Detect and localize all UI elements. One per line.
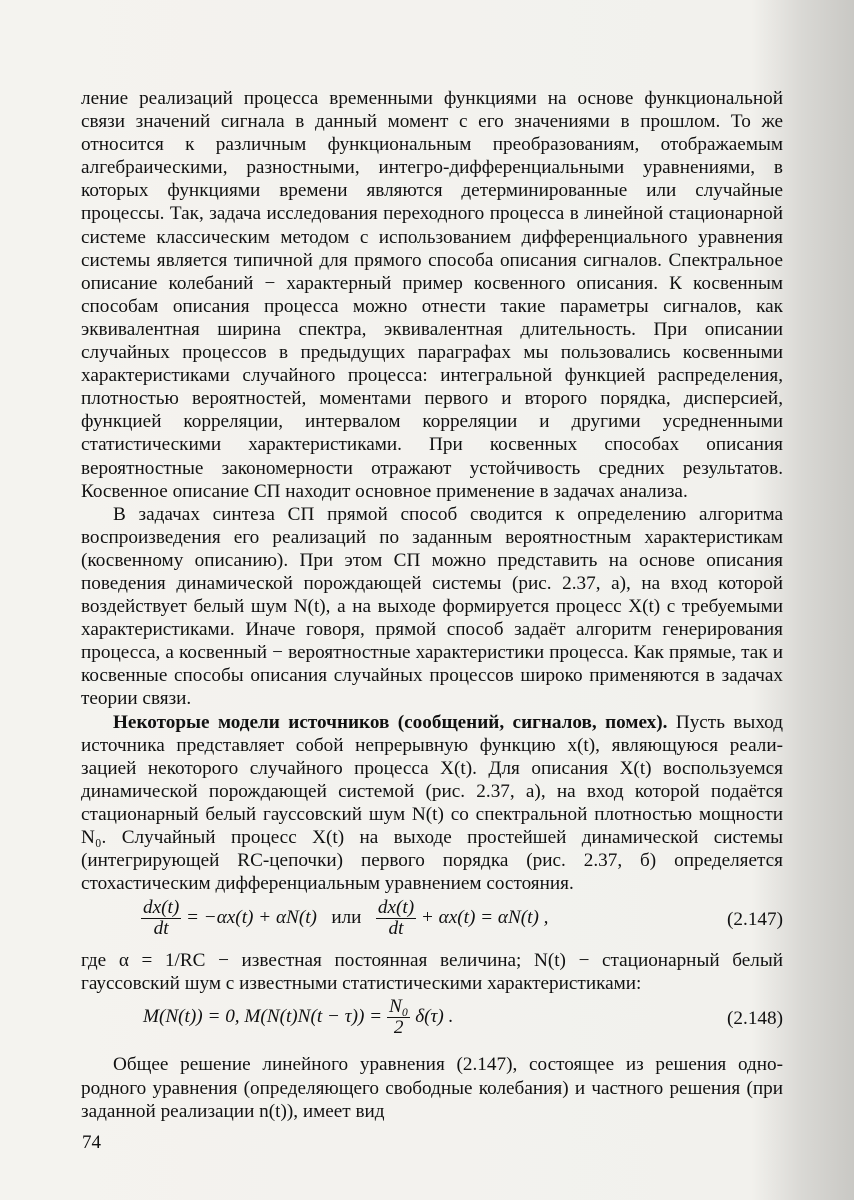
equation-part: δ(τ) . — [415, 1006, 454, 1028]
page-number: 74 — [82, 1132, 101, 1153]
body-text — [81, 87, 783, 1123]
equation-part: + αx(t) = αN(t) , — [420, 907, 549, 929]
paragraph-5: Общее решение линейного уравнения (2.147), состоящее из решения однородного уравнения (определяющего свободные колебания) и частного решения (при заданной реализации n(t)), имеет вид — [81, 1054, 783, 1122]
equation-part: = −αx(t) + αN(t) — [186, 907, 317, 929]
section-heading: Некоторые модели источников (сообщений, сигналов, помех). — [113, 711, 668, 733]
paragraph-3 — [81, 711, 783, 896]
equation-2-148 — [81, 995, 783, 1045]
equation-2-147 — [81, 895, 783, 949]
paragraph-3-text: Пусть выход источника представляет собой непрерывную функцию x(t), являющуюся реализацией некоторого случайного процесса X(t). Для описания X(t) воспользуемся динамической порождающей системой (рис. 2.37, а), на вход которой подаётся стационарный белый гауссовский шум N(t) со спектральной плотностью мощности N₀. Случайный процесс X(t) на выходе простейшей динамической системы (интегрирующей RC-цепочки) первого порядка (рис. 2.37, б) определяется стохастическим дифференциальным уравнением состояния. — [81, 711, 783, 895]
equation-part: M(N(t)) = 0, M(N(t)N(t − τ)) = — [143, 1006, 383, 1028]
fraction-dx-dt-2: $\frac{dx(t)}{dt}$ — [377, 897, 415, 940]
equation-or: или — [331, 907, 362, 929]
paragraph-1: ление реализаций процесса временными функциями на основе функциональной связи значений сигнала в данный момент с его значениями в прошлом. То же относится к различным функциональным преобразованиям, отображаемым алгебраическими, разностными, интегро-дифференциальными уравнениями, в которых функциями времени являются детерминированные или случайные процессы. Так, задача исследования переходного процесса в линейной стационарной системе классическим методом с использованием дифференциального уравнения системы является типичной для прямого способа описания сигналов. Спектральное описание колебаний − характерный пример косвенного описания. К косвенным способам описания процесса можно отнести такие параметры сигналов, как эквивалентная ширина спектра, эквивалентная длительность. При описании случайных процессов в предыдущих параграфах мы пользовались косвенными характеристиками случайного процесса: интегральной функцией распределения, плотностью вероятностей, моментами первого и второго порядка, дисперсией, функцией корреляции, интервалом корреляции и другими усредненными статистическими характеристиками. При косвенных способах описания вероятностные закономерности отражают устойчивость средних результатов. Косвенное описание СП находит основное применение в задачах анализа. — [81, 88, 783, 502]
equation-number: (2.148) — [727, 1008, 783, 1030]
fraction-dx-dt-1: $\frac{dx(t)}{dt}$ — [143, 897, 180, 940]
fraction-n0-2: $\frac{\text{N₀}}{2}$ — [388, 996, 409, 1039]
equation-number: (2.147) — [727, 909, 783, 931]
paragraph-4: где α = 1/RC − известная постоянная величина; N(t) − стационарный белый гауссовский шум с известными статистическими характеристиками: — [81, 950, 783, 995]
paragraph-2: В задачах синтеза СП прямой способ сводится к определению алгоритма воспроизведения его реализаций по заданным вероятностным характеристикам (косвенному описанию). При этом СП можно представить на основе описания поведения динамической порождающей системы (рис. 2.37, а), на вход которой воздействует белый шум N(t), а на выходе формируется процесс X(t) с требуемыми характеристиками. Иначе говоря, прямой способ задаёт алгоритм генерирования процесса, а косвенный − вероятностные характеристики процесса. Как прямые, так и косвенные способы описания случайных процессов широко применяются в задачах теории связи. — [81, 503, 783, 710]
